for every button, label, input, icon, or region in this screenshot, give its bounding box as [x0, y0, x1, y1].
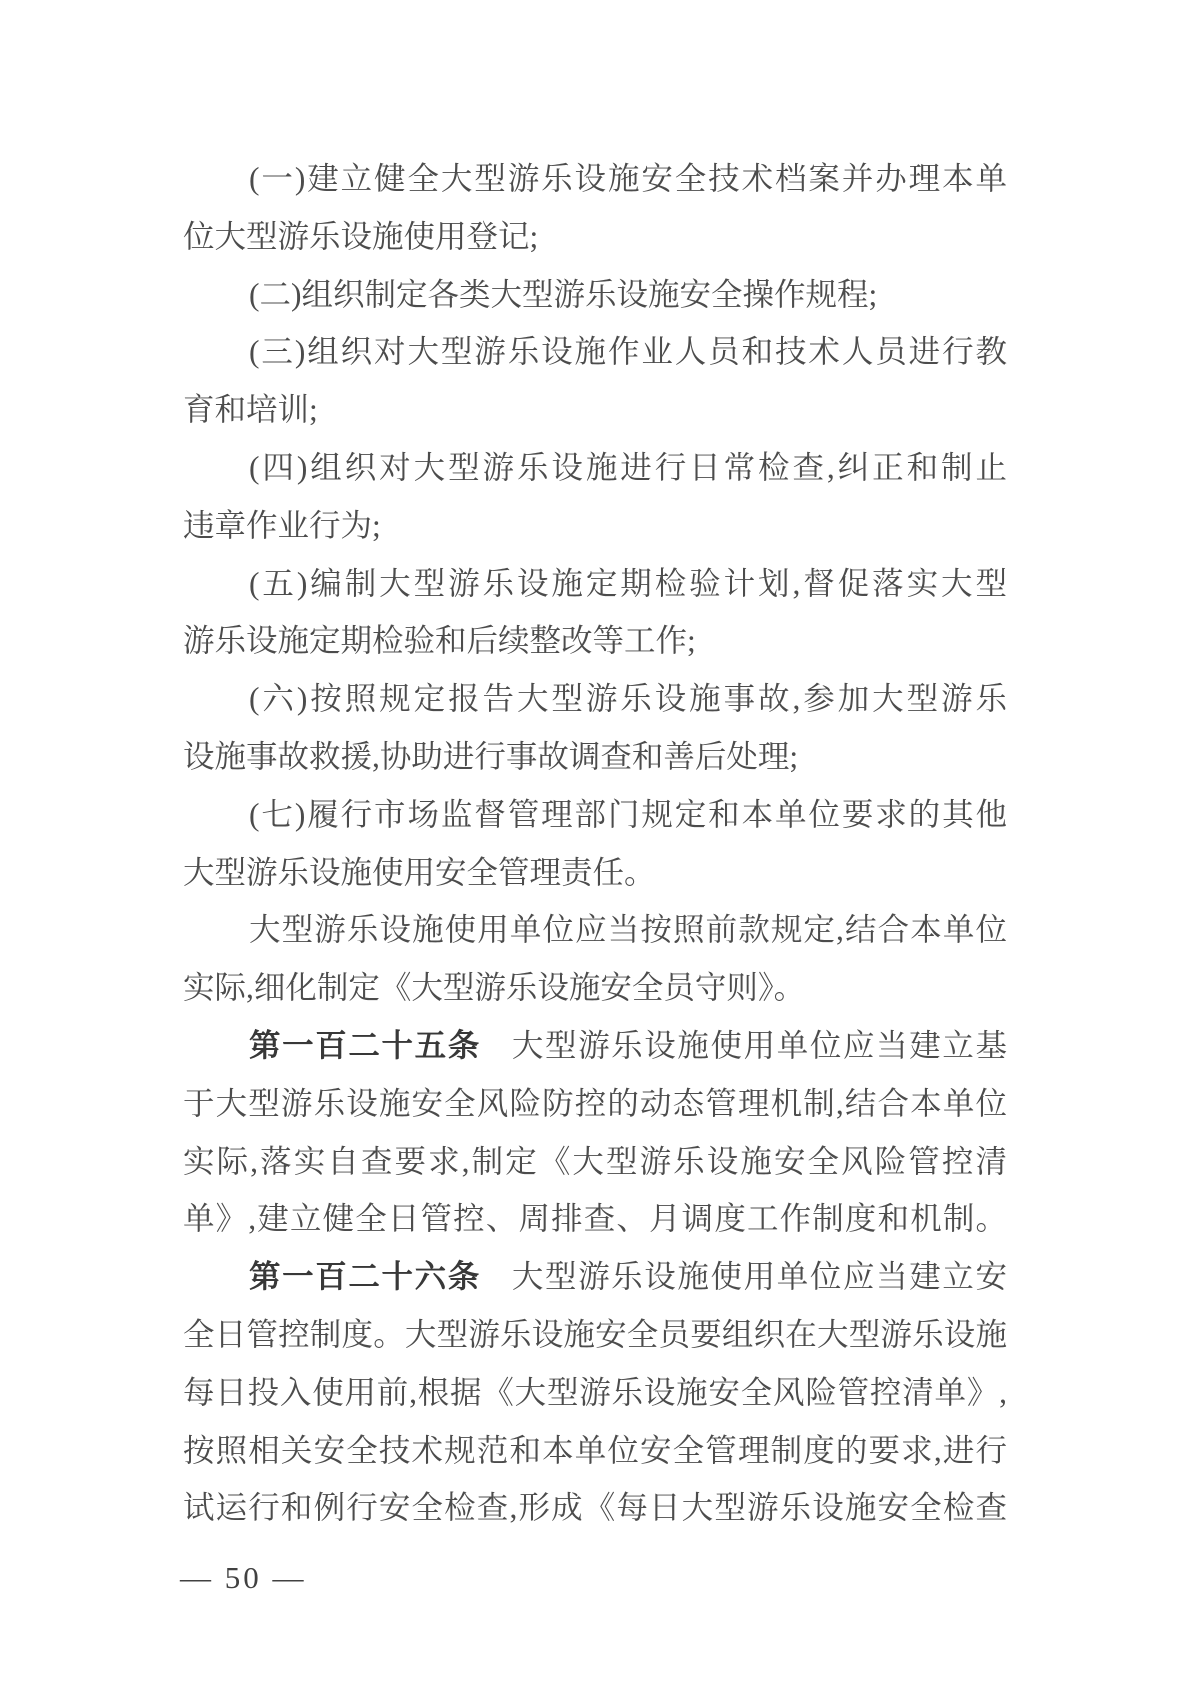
article-number-125: 第一百二十五条 — [249, 1027, 481, 1063]
page-number: — 50 — — [180, 1560, 307, 1595]
body-line: (七)履行市场监督管理部门规定和本单位要求的其他 — [249, 796, 1007, 832]
body-line: 全日管控制度。大型游乐设施安全员要组织在大型游乐设施 — [183, 1316, 1007, 1352]
body-line: (二)组织制定各类大型游乐设施安全操作规程; — [249, 276, 878, 312]
body-line: (五)编制大型游乐设施定期检验计划,督促落实大型 — [249, 565, 1007, 601]
body-line: 设施事故救援,协助进行事故调查和善后处理; — [183, 738, 799, 774]
body-line: 违章作业行为; — [183, 507, 381, 543]
body-line: 每日投入使用前,根据《大型游乐设施安全风险管控清单》, — [183, 1374, 1007, 1410]
document-body — [183, 150, 1007, 1537]
body-line: 实际,细化制定《大型游乐设施安全员守则》。 — [183, 970, 806, 1006]
body-line: 育和培训; — [183, 392, 318, 428]
body-line: 大型游乐设施使用单位应当按照前款规定,结合本单位 — [249, 912, 1007, 948]
article-text: 大型游乐设施使用单位应当建立安 — [511, 1259, 1007, 1295]
body-line: 按照相关安全技术规范和本单位安全管理制度的要求,进行 — [183, 1432, 1007, 1468]
body-line: 大型游乐设施使用安全管理责任。 — [183, 854, 656, 890]
body-line: (六)按照规定报告大型游乐设施事故,参加大型游乐 — [249, 681, 1007, 717]
body-line: (四)组织对大型游乐设施进行日常检查,纠正和制止 — [249, 449, 1007, 485]
body-line: 游乐设施定期检验和后续整改等工作; — [183, 623, 696, 659]
body-line: (三)组织对大型游乐设施作业人员和技术人员进行教 — [249, 334, 1007, 370]
body-line: 于大型游乐设施安全风险防控的动态管理机制,结合本单位 — [183, 1085, 1007, 1121]
article-number-126: 第一百二十六条 — [249, 1259, 481, 1295]
article-line-126 — [183, 1248, 1007, 1306]
body-line: 位大型游乐设施使用登记; — [183, 218, 539, 254]
body-line: 实际,落实自查要求,制定《大型游乐设施安全风险管控清 — [183, 1143, 1007, 1179]
page-footer — [180, 1556, 307, 1600]
article-text: 大型游乐设施使用单位应当建立基 — [511, 1027, 1007, 1063]
body-line: (一)建立健全大型游乐设施安全技术档案并办理本单 — [249, 161, 1007, 196]
body-line: 试运行和例行安全检查,形成《每日大型游乐设施安全检查 — [183, 1490, 1007, 1526]
article-line-125 — [183, 1017, 1007, 1075]
body-line: 单》,建立健全日管控、周排查、月调度工作制度和机制。 — [183, 1201, 1007, 1237]
